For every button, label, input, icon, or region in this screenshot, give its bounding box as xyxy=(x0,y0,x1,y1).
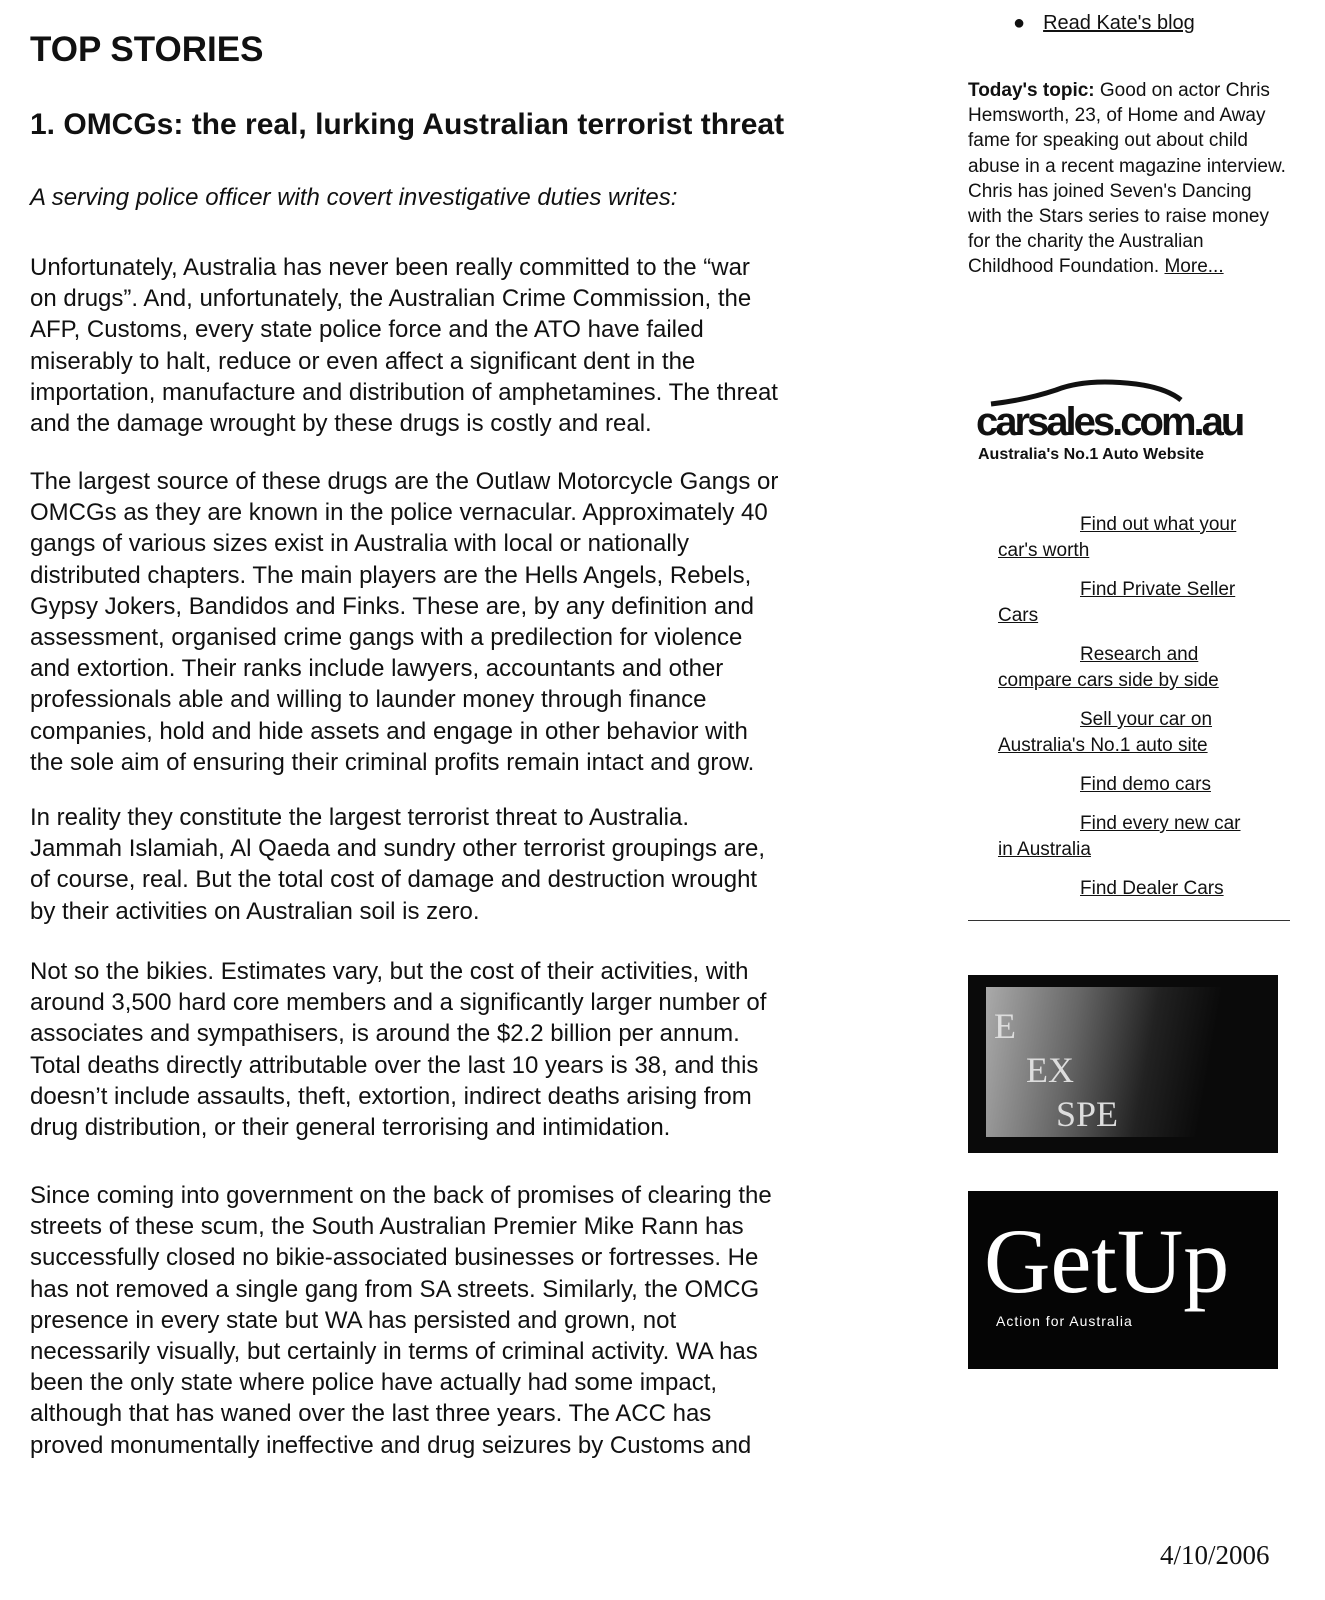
paragraph-line: of course, real. But the total cost of damage and destruction wrought xyxy=(30,866,758,894)
paragraph-line: In reality they constitute the largest terrorist threat to Australia. xyxy=(30,804,689,831)
carsales-link[interactable] xyxy=(998,512,1278,564)
paragraph-line: gangs of various sizes exist in Australia with local or nationally xyxy=(30,530,689,558)
carsales-logo: carsales.com.au xyxy=(976,400,1243,444)
paragraph-line: doesn’t include assaults, theft, extortion, indirect deaths arising from xyxy=(30,1082,752,1110)
carsales-links xyxy=(998,512,1278,915)
paragraph-line: miserably to halt, reduce or even affect a significant dent in the xyxy=(30,347,696,375)
carsales-link[interactable] xyxy=(998,707,1278,759)
carsales-link[interactable] xyxy=(998,642,1278,694)
print-date: 4/10/2006 xyxy=(1160,1540,1270,1570)
paragraph-line: Not so the bikies. Estimates vary, but the cost of their activities, with xyxy=(30,958,749,985)
article-paragraph xyxy=(30,466,778,778)
carsales-link[interactable] xyxy=(998,577,1278,629)
paragraph-line: streets of these scum, the South Australian Premier Mike Rann has xyxy=(30,1213,744,1241)
promo-letter: E xyxy=(994,1006,1016,1046)
link-text: Sell your car on xyxy=(1080,709,1213,730)
paragraph-line: The largest source of these drugs are the Outlaw Motorcycle Gangs or xyxy=(30,468,779,495)
topic-text: Good on actor Chris Hemsworth, 23, of Home and Away fame for speaking out about child abuse in a recent magazine interview. Chris has joined Seven's Dancing with the Stars series to raise money for the charity the Australian Childhood Foundation. xyxy=(968,80,1286,278)
paragraph-line: Since coming into government on the back of promises of clearing the xyxy=(30,1182,772,1209)
carsales-link[interactable] xyxy=(998,772,1278,798)
paragraph-line: and the damage wrought by these drugs is costly and real. xyxy=(30,410,652,438)
paragraph-line: companies, hold and hide assets and engage in other behavior with xyxy=(30,717,748,745)
article-paragraph xyxy=(30,252,778,439)
paragraph-line: Jammah Islamiah, Al Qaeda and sundry other terrorist groupings are, xyxy=(30,835,766,863)
paragraph-line: proved monumentally ineffective and drug seizures by Customs and xyxy=(30,1431,752,1459)
article-paragraph xyxy=(30,1180,772,1461)
link-text: Australia's No.1 auto site xyxy=(998,735,1208,756)
promo-letter: EX xyxy=(1026,1050,1074,1090)
paragraph-line: by their activities on Australian soil is zero. xyxy=(30,897,480,925)
blog-link-item xyxy=(1013,12,1195,35)
getup-logo: GetUp xyxy=(984,1210,1230,1312)
promo-banner[interactable] xyxy=(968,975,1278,1153)
link-text: car's worth xyxy=(998,540,1090,561)
paragraph-line: AFP, Customs, every state police force and the ATO have failed xyxy=(30,316,704,344)
article-byline: A serving police officer with covert investigative duties writes: xyxy=(30,184,678,211)
paragraph-line: on drugs”. And, unfortunately, the Australian Crime Commission, the xyxy=(30,285,752,313)
link-text: Find Private Seller xyxy=(1080,579,1236,600)
promo-image xyxy=(986,987,1276,1137)
link-text: in Australia xyxy=(998,839,1091,860)
paragraph-line: and extortion. Their ranks include lawyers, accountants and other xyxy=(30,655,724,683)
paragraph-line: has not removed a single gang from SA streets. Similarly, the OMCG xyxy=(30,1275,760,1303)
paragraph-line: professionals able and willing to launder money through finance xyxy=(30,686,707,714)
paragraph-line: distributed chapters. The main players are the Hells Angels, Rebels, xyxy=(30,561,752,589)
getup-tagline: Action for Australia xyxy=(996,1313,1133,1329)
paragraph-line: associates and sympathisers, is around the $2.2 billion per annum. xyxy=(30,1020,740,1048)
paragraph-line: presence in every state but WA has persisted and grown, not xyxy=(30,1306,677,1334)
getup-banner[interactable] xyxy=(968,1191,1278,1369)
paragraph-line: OMCGs as they are known in the police vernacular. Approximately 40 xyxy=(30,499,768,527)
todays-topic xyxy=(968,78,1288,280)
link-text: Find demo cars xyxy=(1080,774,1211,795)
link-text: Find every new car xyxy=(1080,813,1241,834)
paragraph-line: assessment, organised crime gangs with a predilection for violence xyxy=(30,624,743,652)
section-title: TOP STORIES xyxy=(30,30,264,69)
paragraph-line: successfully closed no bikie-associated businesses or fortresses. He xyxy=(30,1244,759,1272)
read-blog-link[interactable]: Read Kate's blog xyxy=(1043,12,1195,34)
paragraph-line: the sole aim of ensuring their criminal profits remain intact and grow. xyxy=(30,748,755,776)
link-text: Cars xyxy=(998,605,1039,626)
article-paragraph xyxy=(30,956,766,1143)
paragraph-line: around 3,500 hard core members and a significantly larger number of xyxy=(30,989,767,1017)
paragraph-line: although that has waned over the last three years. The ACC has xyxy=(30,1400,712,1428)
topic-label: Today's topic: xyxy=(968,80,1095,101)
link-text: Research and xyxy=(1080,644,1199,665)
link-text: Find Dealer Cars xyxy=(1080,878,1224,899)
carsales-ad[interactable] xyxy=(976,378,1286,468)
paragraph-line: importation, manufacture and distribution of amphetamines. The threat xyxy=(30,378,778,406)
paragraph-line: necessarily visually, but certainly in terms of criminal activity. WA has xyxy=(30,1338,758,1366)
bullet-icon: ● xyxy=(1013,12,1026,34)
paragraph-line: Unfortunately, Australia has never been really committed to the “war xyxy=(30,254,750,281)
carsales-link[interactable] xyxy=(998,876,1278,902)
link-text: Find out what your xyxy=(1080,514,1237,535)
carsales-link[interactable] xyxy=(998,811,1278,863)
divider xyxy=(968,920,1290,921)
article-headline: 1. OMCGs: the real, lurking Australian terrorist threat xyxy=(30,108,785,141)
article-paragraph xyxy=(30,802,765,927)
paragraph-line: drug distribution, or their general terrorising and intimidation. xyxy=(30,1114,671,1142)
paragraph-line: been the only state where police have actually had some impact, xyxy=(30,1369,718,1397)
carsales-tagline: Australia's No.1 Auto Website xyxy=(978,446,1205,463)
promo-letter: SPE xyxy=(1056,1094,1119,1134)
more-link[interactable]: More... xyxy=(1164,256,1224,278)
link-text: compare cars side by side xyxy=(998,670,1219,691)
paragraph-line: Total deaths directly attributable over the last 10 years is 38, and this xyxy=(30,1051,759,1079)
paragraph-line: Gypsy Jokers, Bandidos and Finks. These are, by any definition and xyxy=(30,592,754,620)
